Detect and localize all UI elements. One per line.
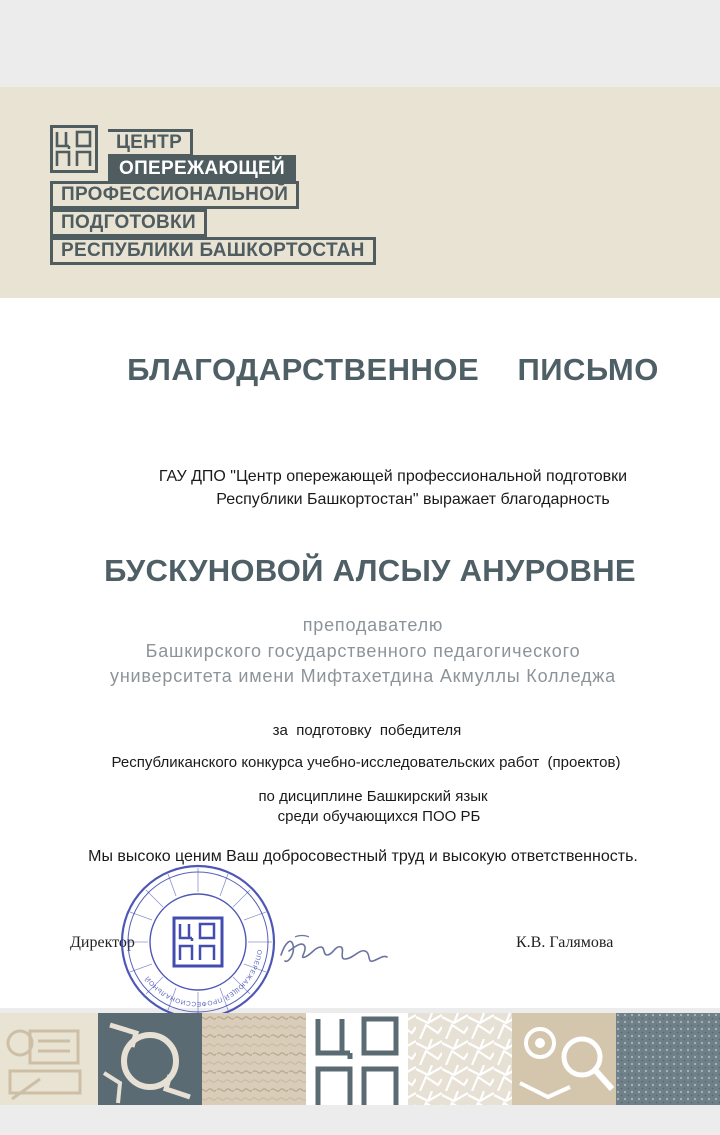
contest-line: Республиканского конкурса учебно-исследовательских работ (проектов)	[111, 754, 621, 771]
copp-logo-tile	[306, 1013, 408, 1105]
stamp-caption: ОПЕРЕЖАЮЩЕЙ ПРОФЕССИОНАЛЬНОЙ	[144, 949, 263, 1008]
org-line-2: Республики Башкортостан" выражает благодарность	[216, 491, 610, 508]
logo-line-4: ПОДГОТОВКИ	[50, 209, 207, 237]
logo-line-2: ОПЕРЕЖАЮЩЕЙ	[108, 155, 296, 183]
closing-line: Мы высоко ценим Ваш добросовестный труд и высокую ответственность.	[88, 848, 638, 865]
recipient-name: БУСКУНОВОЙ АЛСЫУ АНУРОВНЕ	[104, 553, 636, 588]
director-name: К.В. Галямова	[516, 934, 614, 951]
documents-tile-icon	[0, 1013, 98, 1105]
logo-line-1: ЦЕНТР	[108, 129, 193, 157]
director-signature	[275, 925, 395, 975]
discipline-line: по дисциплине Башкирский язык	[258, 788, 488, 805]
svg-text:ОПЕРЕЖАЮЩЕЙ ПРОФЕССИОНАЛЬНОЙ	[143, 949, 263, 1007]
hands-cycle-tile-icon	[98, 1013, 202, 1105]
stamp	[118, 862, 278, 1022]
footer-tiles	[0, 1013, 720, 1105]
reason-line: за подготовку победителя	[272, 722, 462, 739]
dots-tile	[616, 1013, 720, 1105]
gears-tile-icon	[512, 1013, 616, 1105]
letter-title: БЛАГОДАРСТВЕННОЕ ПИСЬМО	[127, 352, 659, 387]
recipient-position: преподавателю	[302, 615, 444, 635]
org-line-1: ГАУ ДПО "Центр опережающей профессиональной подготовки	[158, 468, 628, 485]
director-label: Директор	[70, 934, 135, 951]
audience-line: среди обучающихся ПОО РБ	[277, 808, 481, 825]
logo-line-5: РЕСПУБЛИКИ БАШКОРТОСТАН	[50, 237, 376, 265]
network-tile	[408, 1013, 512, 1105]
institution-line-2: университета имени Мифтахетдина Акмуллы Колледжа	[110, 666, 616, 686]
top-margin	[0, 0, 720, 87]
logo-line-3: ПРОФЕССИОНАЛЬНОЙ	[50, 181, 299, 209]
institution-line-1: Башкирского государственного педагогического	[145, 641, 581, 661]
pattern-tile	[202, 1013, 306, 1105]
bottom-margin	[0, 1105, 720, 1135]
copp-logo-mark-icon	[50, 125, 98, 173]
